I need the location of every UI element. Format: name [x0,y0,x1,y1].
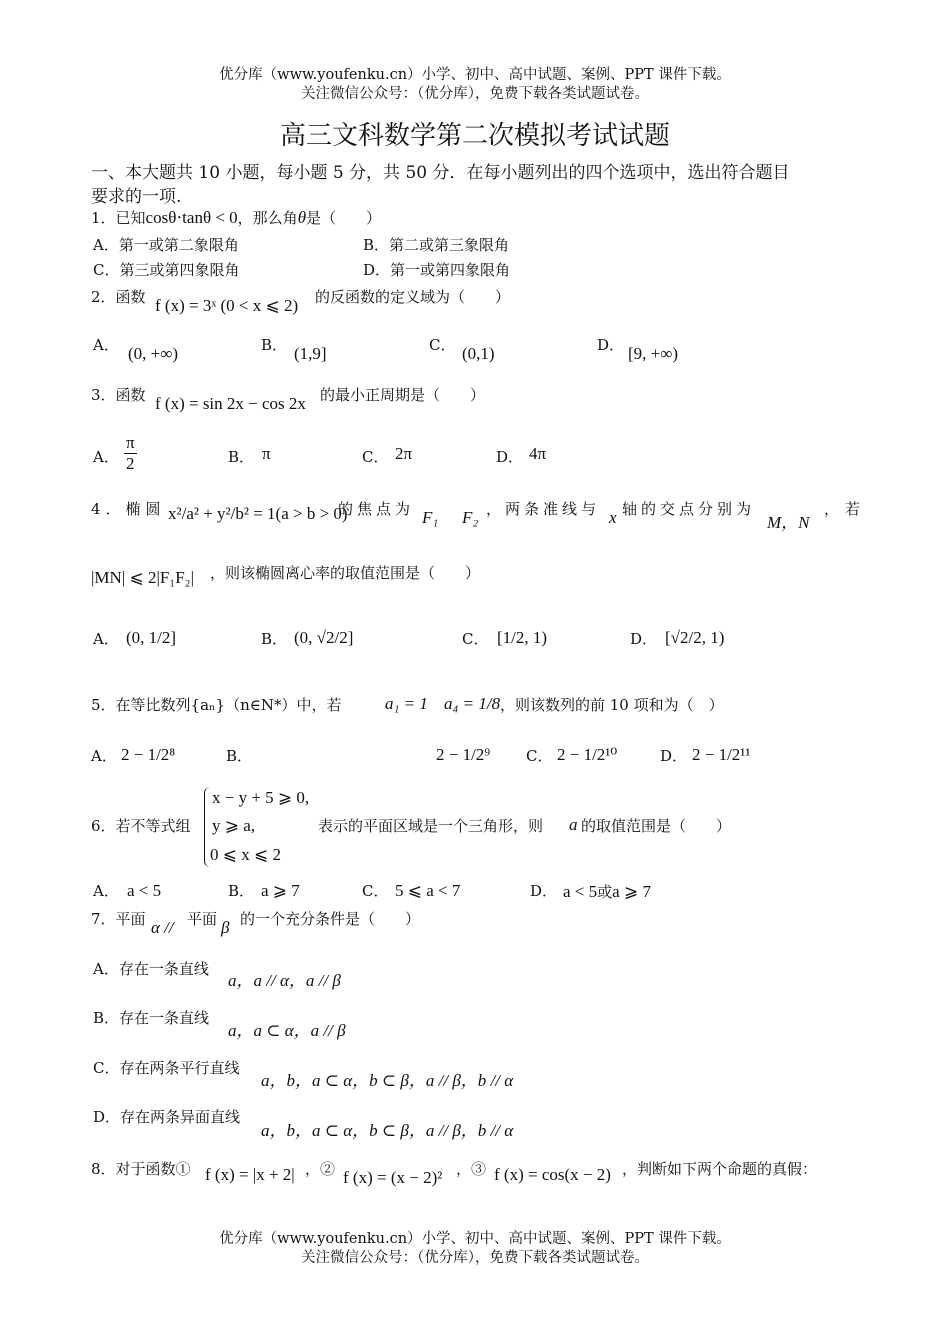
q8-c2: ，② [305,1160,336,1178]
q6-option-c: 5 ⩽ a < 7 [395,881,461,900]
q4-tail3: 轴的交点分别为 [622,500,756,518]
q8-stem: 8．对于函数① [91,1160,191,1178]
q6-line-3: 0 ⩽ x ⩽ 2 [210,845,281,864]
footer-line-2: 关注微信公众号：（优分库），免费下载各类试题试卷。 [301,1250,649,1266]
q1-option-b: B．第二或第三象限角 [363,236,510,254]
q3-math: f (x) = sin 2x − cos 2x [155,394,306,413]
q7-option-c: C．存在两条平行直线 [93,1059,240,1077]
q5-option-c: 2 − 1/2¹⁰ [557,745,618,764]
q4-condition: |MN| ⩽ 2|F₁F₂| [91,568,195,587]
q5-option-d-label: D． [660,747,688,765]
q6-option-d [563,881,651,902]
q1-option-a: A．第一或第二象限角 [93,236,239,254]
q6-option-d-part1: a < 5 [563,882,598,901]
q2-option-a-label: A． [93,336,119,354]
q6-a: a [569,815,578,834]
q2-option-b-label: B． [261,336,288,354]
q6-stem: 6．若不等式组 [91,817,191,835]
q4-option-d: [√2/2, 1) [665,628,725,647]
q2-tail: 的反函数的定义域为（ ） [315,288,511,306]
q6-option-b: a ⩾ 7 [261,881,300,900]
q2-option-d-label: D． [597,336,625,354]
q8-f3: f (x) = cos(x − 2) [494,1165,611,1184]
q6-line-1: x − y + 5 ⩾ 0, [212,788,310,807]
q3-tail: 的最小正周期是（ ） [320,386,486,404]
q5-option-b-label: B． [226,747,253,765]
q6-option-d-label: D． [530,882,558,900]
q6-option-c-label: C． [362,882,389,900]
q2-math: f (x) = 3ˣ (0 < x ⩽ 2) [155,296,299,315]
q3-stem: 3．函数 [91,386,146,404]
q7-option-b: B．存在一条直线 [93,1009,210,1027]
q5-tail: ，则该数列的前 10 项和为（ ） [500,696,724,714]
q4-f2: F₂ [462,508,479,527]
q2-stem: 2．函数 [91,288,146,306]
q2-option-d: [9, +∞) [628,344,679,363]
q6-line-2: y ⩾ a, [212,816,256,835]
footer-line-1: 优分库（www.youfenku.cn）小学、初中、高中试题、案例、PPT 课件下载。 [219,1231,731,1247]
q6-option-d-part2: a ⩾ 7 [612,882,651,901]
q6-tail: 表示的平面区域是一个三角形，则 [318,817,544,835]
q4-math: x²/a² + y²/b² = 1(a > b > 0) [168,504,348,523]
q4-option-c-label: C． [462,630,489,648]
q3-option-c: 2π [395,444,413,463]
q7-tail: 的一个充分条件是（ ） [240,910,421,928]
q6-option-a-label: A． [93,882,119,900]
q6-option-b-label: B． [228,882,255,900]
q2-option-a: (0, +∞) [128,344,179,363]
q1-math: cosθ⋅tanθ < 0 [145,208,238,227]
q7-beta: β [221,918,230,937]
header-line-1: 优分库（www.youfenku.cn）小学、初中、高中试题、案例、PPT 课件下载。 [219,67,731,83]
q3-option-b-label: B． [228,448,255,466]
q4-option-a-label: A． [93,630,119,648]
q2-option-c: (0,1) [462,344,495,363]
q7-alpha: α // [151,918,174,937]
q8-f1: f (x) = |x + 2| [205,1165,295,1184]
q5-option-b: 2 − 1/2⁹ [436,745,491,764]
q1-tail: ，那么角 [237,209,298,227]
q1-stem: 1．已知 [91,209,146,227]
q3-option-d-label: D． [496,448,524,466]
q7-mid: 平面 [187,910,218,928]
q5-a4: a₄ = 1/8 [444,694,501,713]
q4-option-b: (0, √2/2] [294,628,354,647]
q4-mn: M，N [767,513,810,532]
q3-a-num: π [126,433,135,452]
q7-option-d: D．存在两条异面直线 [93,1108,241,1126]
q3-option-a [124,433,137,474]
q7-option-a: A．存在一条直线 [93,960,209,978]
q4-tail5: ，则该椭圆离心率的取值范围是（ ） [210,564,481,582]
q1-option-c: C．第三或第四象限角 [93,261,240,279]
q4-tail: 的焦点为 [338,500,415,518]
q6-option-a: a < 5 [127,881,162,900]
q7-option-c-math: a，b，a ⊂ α，b ⊂ β，a // β，b // α [261,1071,514,1090]
q4-x: x [609,508,617,527]
section-instructions-1: 一、本大题共 10 小题，每小题 5 分，共 50 分．在每小题列出的四个选项中，选出符合题目 [91,163,790,183]
q5-option-a: 2 − 1/2⁸ [121,745,176,764]
q3-option-c-label: C． [362,448,389,466]
q5-stem: 5．在等比数列{aₙ}（n∈N*）中，若 [91,696,342,714]
q4-option-a: (0, 1/2] [126,628,177,647]
q4-option-d-label: D． [630,630,658,648]
q3-option-d: 4π [529,444,547,463]
q7-option-d-math: a，b，a ⊂ α，b ⊂ β，a // β，b // α [261,1121,514,1140]
q3-a-den: 2 [126,454,135,473]
q5-option-d: 2 − 1/2¹¹ [692,745,751,764]
q5-option-a-label: A． [91,747,117,765]
q5-option-c-label: C． [526,747,553,765]
page-title: 高三文科数学第二次模拟考试试题 [279,121,670,151]
question-1 [91,207,381,228]
q7-option-b-math: a，a ⊂ α，a // β [228,1021,346,1040]
q7-stem: 7．平面 [91,910,146,928]
q3-option-a-label: A． [93,448,119,466]
q2-option-b: (1,9] [294,344,327,363]
q1-theta: θ [297,208,307,227]
q8-c3: ，③ [456,1160,487,1178]
header-line-2: 关注微信公众号：（优分库），免费下载各类试题试卷。 [301,86,649,102]
q6-tail2: 的取值范围是（ ） [581,817,732,835]
q7-option-a-math: a，a // α，a // β [228,971,341,990]
q1-tail2: 是（ ） [306,209,382,227]
q4-tail4: ，若 [824,500,867,518]
q6-option-d-or: 或 [597,883,613,901]
q4-option-b-label: B． [261,630,288,648]
q4-option-c: [1/2, 1) [497,628,548,647]
q4-tail2: ，两条准线与 [486,500,601,518]
q3-option-b: π [262,444,271,463]
q4-stem: 4．椭圆 [91,500,166,518]
q4-f1: F₁ [422,508,439,527]
q5-a1: a₁ = 1 [385,694,428,713]
section-instructions-2: 要求的一项. [91,187,182,207]
q1-option-d: D．第一或第四象限角 [363,261,511,279]
q8-f2: f (x) = (x − 2)² [343,1168,443,1187]
q8-tail: ，判断如下两个命题的真假： [622,1160,818,1178]
q2-option-c-label: C． [429,336,456,354]
